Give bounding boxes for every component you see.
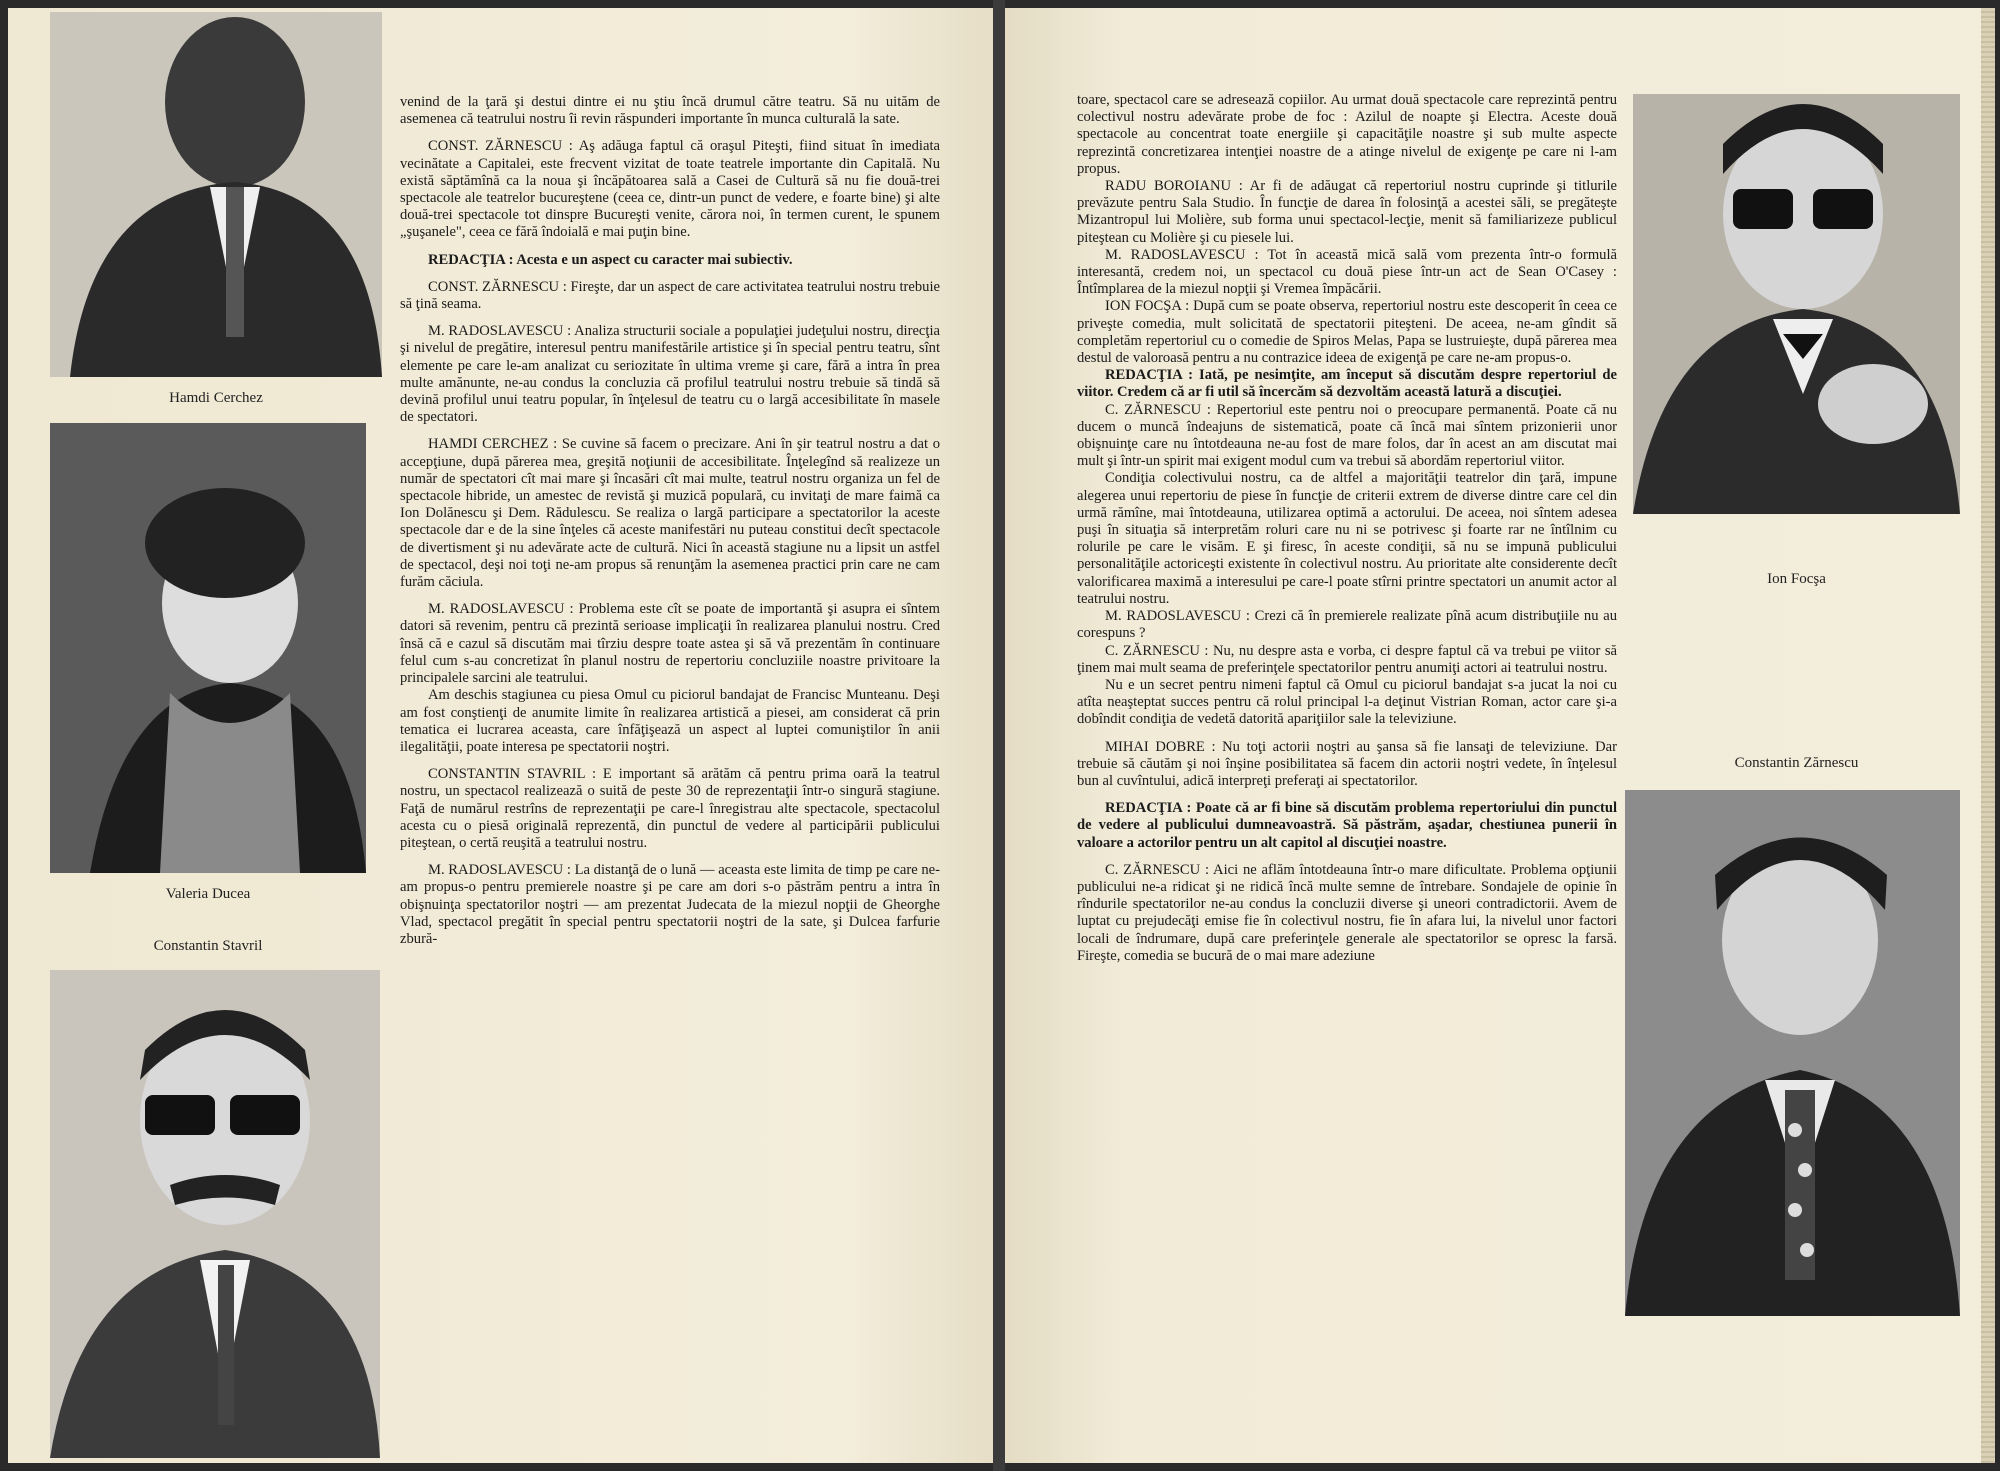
paragraph: M. RADOSLAVESCU : Tot în această mică sală vom prezenta într-o formulă interesantă, credem noi, un spectacol cu două piese într-un act de Sean O'Casey : Întîmplarea de la miezul nopţii şi Vremea împăcării.	[1077, 246, 1617, 298]
paragraph: HAMDI CERCHEZ : Se cuvine să facem o precizare. Ani în şir teatrul nostru a dat o accepţiune, după părerea mea, greşită noţiunii de accesibilitate. Înţelegînd să realizeze un număr de spectatori cît mai mare şi încasări cît mai multe, teatrul nostru organiza un fel de spectacole hibride, un amestec de revistă şi muzică populară, cu invitaţi de mare faimă ca Ion Dolănescu şi Dem. Rădulescu. Se realiza o largă participare a spectatorilor la aceste spectacole dar e de la sine înţeles că aceste manifestări nu puteau constitui decît spectacole de divertisment şi nu adevărate acte de cultură. Nici în această stagiune nu a lipsit un astfel de spectacol, deşi noi toţi ne-am propus să renunţăm la asemenea practici prin care ne cam furăm căciula.	[400, 436, 940, 591]
paragraph: CONST. ZĂRNESCU : Fireşte, dar un aspect de care activitatea teatrului nostru trebuie să ţină seama.	[400, 278, 940, 313]
paragraph: REDACŢIA : Acesta e un aspect cu caracter mai subiectiv.	[428, 251, 793, 268]
portrait-illustration	[50, 970, 380, 1458]
right-page	[1005, 8, 1995, 1463]
caption-photo2: Constantin Zărnescu	[1734, 755, 1859, 771]
paragraph: CONSTANTIN STAVRIL : E important să arătăm că pentru prima oară la teatrul nostru, un spectacol realizează o suită de peste 30 de reprezentaţii într-o singură stagiune. Faţă de numărul restrîns de reprezentaţii pe care-l înregistrau alte spectacole, spectacolul acesta cu o piesă originală reprezentă, din punctul de vedere al participării publicului piteştean, o certă reuşită a teatrului nostru.	[400, 766, 940, 851]
photo-constantin-stavril	[50, 970, 380, 1458]
portrait-illustration	[50, 12, 382, 377]
photo-hamdi-cerchez	[50, 12, 382, 377]
paragraph: M. RADOSLAVESCU : Problema este cît se poate de importantă şi asupra ei sîntem datori să revenim, pentru că prezintă serioase implicaţii în realizarea planului nostru. Cred însă că e cazul să discutăm mai tîrziu despre toate astea şi să vă prezentăm în continuare felul cum s-au concretizat în planul nostru de repertoriu concluziile noastre privitoare la principalele sarcini ale teatrului.	[400, 601, 940, 687]
paragraph: Condiţia colectivului nostru, ca de altfel a majorităţii teatrelor din ţară, impune alegerea unui repertoriu de piese în funcţie de criterii extrem de diverse dintre care cel din urmă rămîne, mai întotdeauna, utilizarea optimă a actorului. De aceea, noi sîntem adesea puşi în situaţia să interpretăm roluri care nu ni se potrivesc şi foarte rar ne întîlnim cu rolurile pe care le visăm. E şi firesc, în aceste condiţii, să nu se impună publicului personalităţile actoriceşti existente în colectivul nostru. Au prioritate alte considerente decît valorificarea maximă a interesului pe care-l poate stîrni printre spectatori un anumit actor al teatrului nostru.	[1077, 470, 1617, 607]
paragraph: REDACŢIA : Iată, pe nesimţite, am început să discutăm despre repertoriul de viitor. Credem că ar fi util să încercăm să dezvoltăm această latură a discuţiei.	[1077, 367, 1617, 401]
paragraph: REDACŢIA : Poate că ar fi bine să discutăm problema repertoriului din punctul de vedere al publicului dumneavoastră. Să păstrăm, aşadar, chestiunea punerii în valoare a actorilor pentru un alt capitol al discuţiei noastre.	[1077, 800, 1617, 851]
paragraph: CONST. ZĂRNESCU : Aş adăuga faptul că oraşul Piteşti, fiind situat în imediata vecinătate a Capitalei, este frecvent vizitat de toate teatrele importante din Capitală. Nu există săptămînă ca la noua şi încăpătoarea sală a Casei de Cultură să nu fie două-trei spectacole ale teatrelor bucureştene (ceea ce, dintr-un punct de vedere, e foarte bine) şi alte două-trei spectacole tot dinspre Bucureşti venite, cărora noi, în termen curent, le spunem „şuşanele", ceea ce fără îndoială e mai puţin bine.	[400, 138, 940, 241]
caption-photo2: Valeria Ducea	[165, 886, 251, 902]
left-page	[8, 8, 993, 1463]
paragraph: toare, spectacol care se adresează copiilor. Au urmat două spectacole care reprezintă pentru colectivul nostru adevărate probe de foc : Azilul de noapte şi Electra. Aceste două spectacole au concentrat toate energiile şi capacităţile noastre şi sub multe aspecte reprezintă concretizarea intenţiei noastre de a atinge nivelul de exigenţe pe care ni l-am propus.	[1077, 92, 1617, 177]
caption-photo3: Constantin Stavril	[153, 938, 263, 954]
paragraph: MIHAI DOBRE : Nu toţi actorii noştri au şansa să fie lansaţi de televiziune. Dar trebuie să căutăm şi noi înşine posibilitatea să facem din actorii noştri vedete, în înţelesul bun al cuvîntului, adică interpreţi preferaţi ai spectatorilor.	[1077, 738, 1617, 789]
portrait-illustration	[1625, 790, 1960, 1316]
portrait-illustration	[50, 423, 366, 873]
paragraph: C. ZĂRNESCU : Repertoriul este pentru noi o preocupare permanentă. Poate că nu ducem o muncă îndeajuns de sistematică, poate că încă mai sîntem prizonierii unor obişnuinţe care nu întotdeauna ne-au fost de mare folos, dar în acest an am discutat mai mult şi într-un spirit mai exigent modul cum va trebui să abordăm repertoriul viitor.	[1077, 401, 1617, 470]
caption-photo1: Hamdi Cerchez	[169, 390, 263, 406]
paragraph: C. ZĂRNESCU : Nu, nu despre asta e vorba, ci despre faptul că va trebui pe viitor să ţinem mai mult seama de preferinţele spectatorilor pentru anumiţi actori ai teatrului nostru.	[1077, 642, 1617, 676]
photo-ion-focsa	[1633, 94, 1960, 514]
paragraph: M. RADOSLAVESCU : Analiza structurii sociale a populaţiei judeţului nostru, direcţia şi nivelul de pregătire, interesul pentru manifestările artistice şi în special pentru teatru, sînt elemente pe care le-am analizat cu seriozitate în ultima vreme şi care, fără a intra în prea multe amănunte, ne-au condus la concluzia că profilul teatrului nostru trebuie să tindă să devină profilul unui teatru popular, în înţelesul de teatru cu o largă accesibilitate în masele de spectatori.	[400, 323, 940, 426]
book-gutter	[993, 0, 1005, 1471]
paragraph: C. ZĂRNESCU : Aici ne aflăm întotdeauna într-o mare dificultate. Problema opţiunii publicului ne-a ridicat şi ne ridică încă multe semne de întrebare. Sondajele de opinie în rîndurile spectatorilor ne-au condus la concluzii diverse şi uneori contradictorii. Avem de luptat cu prejudecăţi emise fie în colectivul nostru, fie în afara lui, la nivelul unor factori locali de îndrumare, după care preferinţele generale ale spectatorilor se opresc la farsă. Fireşte, comedia se bucură de o mai mare adeziune	[1077, 861, 1617, 964]
right-text-column	[1077, 92, 1617, 1452]
paragraph: Am deschis stagiunea cu piesa Omul cu piciorul bandajat de Francisc Munteanu. Deşi am fost conştienţi de anumite limite în realizarea artistică a piesei, am considerat că prin tematica ei lucrarea aceasta, care înfăţişează un aspect al luptei comuniştilor în anii ilegalităţii, poate interesa pe spectatorii noştri.	[400, 687, 940, 755]
paragraph: Nu e un secret pentru nimeni faptul că Omul cu piciorul bandajat s-a jucat la noi cu atîta neaşteptat succes pentru că rolul principal l-a deţinut Vistrian Roman, actor care şi-a dobîndit condiţia de vedetă datorită apariţiilor sale la televiziune.	[1077, 676, 1617, 728]
paragraph: M. RADOSLAVESCU : Crezi că în premierele realizate pînă acum distribuţiile nu au corespuns ?	[1077, 608, 1617, 642]
paragraph: RADU BOROIANU : Ar fi de adăugat că repertoriul nostru cuprinde şi titlurile prevăzute pentru Sala Studio. În funcţie de darea în folosinţă a acestei săli, se pregăteşte Mizantropul lui Molière, sub forma unui spectacol-lecţie, menit să familiarizeze publicul piteştean cu Molière şi cu piesele lui.	[1077, 178, 1617, 246]
paragraph: ION FOCŞA : După cum se poate observa, repertoriul nostru este descoperit în ceea ce priveşte comedia, mult solicitată de spectatorii piteşteni. De aceea, ne-am gîndit să completăm repertoriul cu o comedie de Spiros Melas, Papa se lustruieşte, după părerea mea destul de valoroasă pentru a nu contrazice ideea de exigenţă pe care ne-am propus-o.	[1077, 298, 1617, 367]
paragraph: venind de la ţară şi destui dintre ei nu ştiu încă drumul către teatru. Să nu uităm de asemenea că teatrului nostru îi revin răspunderi importante în munca culturală la sate.	[400, 94, 940, 128]
portrait-illustration	[1633, 94, 1960, 514]
photo-valeria-ducea	[50, 423, 366, 873]
page-edges	[1981, 8, 1995, 1463]
photo-constantin-zarnescu	[1625, 790, 1960, 1316]
paragraph: M. RADOSLAVESCU : La distanţă de o lună — aceasta este limita de timp pe care ne-am propus-o pentru premierele noastre şi pe care am dori s-o păstrăm pentru a intra în obişnuinţa spectatorilor noştri — am prezentat Judecata de la miezul nopţii de Gheorghe Vlad, spectacol pregătit în special pentru spectatorii noştri de la sate, şi Dulcea farfurie zbură-	[400, 862, 940, 947]
caption-photo1: Ion Focşa	[1767, 571, 1826, 587]
left-text-column	[400, 94, 940, 1454]
